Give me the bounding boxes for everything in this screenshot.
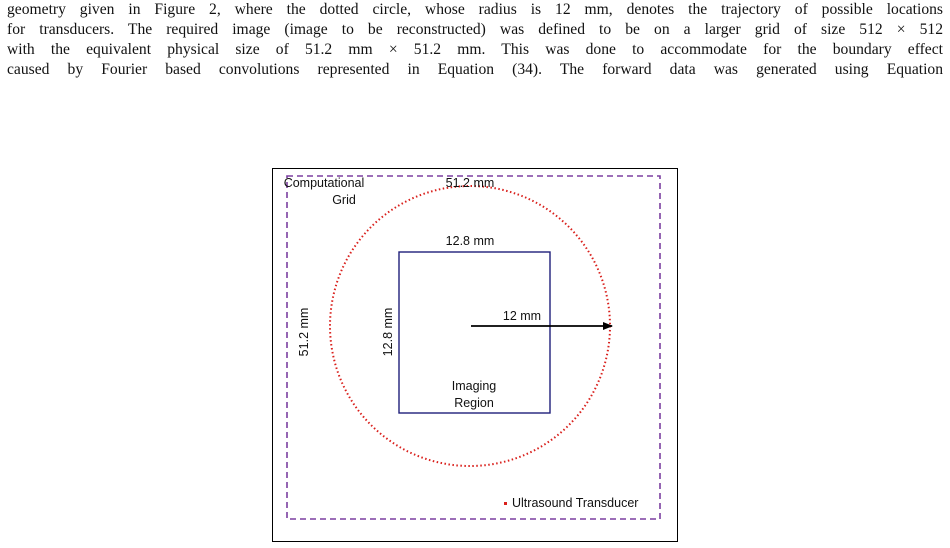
region-width-label: 12.8 mm [445,234,495,248]
paragraph-line-2: for transducers. The required image (image to be reconstructed) was defined to be on a larger grid of size 512 × 512 [7,21,943,38]
radius-label: 12 mm [502,309,542,323]
paragraph-line-4: caused by Fourier based convolutions represented in Equation (34). The forward data was generated using Equation [7,61,943,78]
geometry-diagram [272,168,678,542]
paragraph-line-1: geometry given in Figure 2, where the dotted circle, whose radius is 12 mm, denotes the trajectory of possible locations [7,1,943,18]
paragraph-line-3: with the equivalent physical size of 51.2 mm × 51.2 mm. This was done to accommodate for the boundary effect [7,41,943,58]
grid-width-label: 51.2 mm [445,176,495,190]
legend-label: Ultrasound Transducer [512,496,639,510]
grid-label-line2: Grid [332,193,356,207]
figure-frame [273,169,678,542]
grid-height-label: 51.2 mm [297,307,311,357]
grid-label-line1: Computational [283,176,365,190]
region-height-label: 12.8 mm [381,307,395,357]
region-label-line1: Imaging [451,379,497,393]
transducer-marker-icon [504,502,507,505]
region-label-line2: Region [454,396,494,410]
geometry-figure [272,168,678,542]
body-paragraph [7,0,943,80]
